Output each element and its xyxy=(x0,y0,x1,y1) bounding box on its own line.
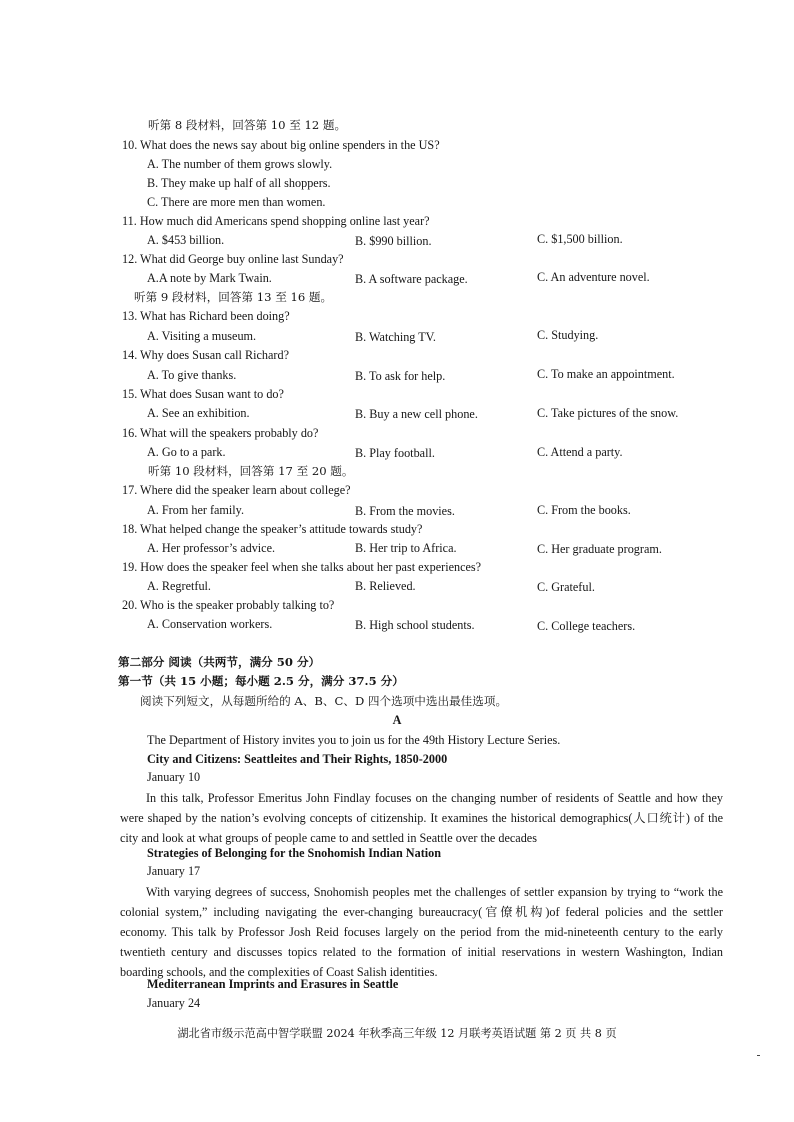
q13-stem: 13. What has Richard been doing? xyxy=(122,309,290,323)
q10-stem: 10. What does the news say about big online spenders in the US? xyxy=(122,138,440,152)
q10-option-a: A. The number of them grows slowly. xyxy=(147,157,333,171)
q11-option-c: C. $1,500 billion. xyxy=(537,232,623,246)
q17-option-c: C. From the books. xyxy=(537,503,631,517)
q10-option-b: B. They make up half of all shoppers. xyxy=(147,176,331,190)
q13-option-b: B. Watching TV. xyxy=(355,330,436,344)
passage-letter: A xyxy=(392,713,402,727)
listening-intro-8: 听第 8 段材料，回答第 10 至 12 题。 xyxy=(148,118,347,132)
page-footer: 湖北省市级示范高中智学联盟 2024 年秋季高三年级 12 月联考英语试题 第 2 页 共 8 页 xyxy=(177,1027,617,1040)
reading-instruction: 阅读下列短文，从每题所给的 A、B、C、D 四个选项中选出最佳选项。 xyxy=(140,694,508,708)
q18-stem: 18. What helped change the speaker’s attitude towards study? xyxy=(122,522,423,536)
lecture-title-2: Strategies of Belonging for the Snohomish Indian Nation xyxy=(147,846,442,860)
section1-heading: 第一节（共 15 小题；每小题 2.5 分，满分 37.5 分） xyxy=(118,674,404,688)
lecture-description-2: With varying degrees of success, Snohomish peoples met the challenges of settler expansion by trying to “work the colonial system,” including navigating the ever-changing bureaucracy(官僚机构)of federal policies and the settler economy. This talk by Professor Josh Reid focuses largely on the period from the mid-nineteenth century to the early twentieth century and discusses topics related to the formation of initial reservations in western Washington, Indian boarding schools, and the complexities of Coast Salish identities. xyxy=(120,885,723,979)
q13-option-a: A. Visiting a museum. xyxy=(147,329,257,343)
q20-option-b: B. High school students. xyxy=(355,618,475,632)
q18-option-b: B. Her trip to Africa. xyxy=(355,541,457,555)
q15-option-b: B. Buy a new cell phone. xyxy=(355,407,478,421)
q17-stem: 17. Where did the speaker learn about college? xyxy=(122,483,351,497)
q16-option-b: B. Play football. xyxy=(355,446,435,460)
q14-option-b: B. To ask for help. xyxy=(355,369,446,383)
q14-stem: 14. Why does Susan call Richard? xyxy=(122,348,289,362)
q13-option-c: C. Studying. xyxy=(537,328,599,342)
q11-option-a: A. $453 billion. xyxy=(147,233,225,247)
scan-mark xyxy=(757,1055,760,1056)
q18-option-c: C. Her graduate program. xyxy=(537,542,662,556)
part2-heading: 第二部分 阅读（共两节，满分 50 分） xyxy=(118,655,321,669)
q17-option-a: A. From her family. xyxy=(147,503,245,517)
lecture-title-1: City and Citizens: Seattleites and Their Rights, 1850-2000 xyxy=(147,752,448,766)
lecture-date-1: January 10 xyxy=(147,770,201,784)
q11-stem: 11. How much did Americans spend shopping online last year? xyxy=(122,214,430,228)
q19-option-c: C. Grateful. xyxy=(537,580,595,594)
q11-option-b: B. $990 billion. xyxy=(355,234,432,248)
q14-option-c: C. To make an appointment. xyxy=(537,367,675,381)
listening-intro-10: 听第 10 段材料，回答第 17 至 20 题。 xyxy=(148,464,354,478)
q14-option-a: A. To give thanks. xyxy=(147,368,237,382)
q12-option-b: B. A software package. xyxy=(355,272,468,286)
q18-option-a: A. Her professor’s advice. xyxy=(147,541,276,555)
q12-stem: 12. What did George buy online last Sunday? xyxy=(122,252,344,266)
q19-option-a: A. Regretful. xyxy=(147,579,211,593)
q12-option-a: A.A note by Mark Twain. xyxy=(147,271,272,285)
q20-option-a: A. Conservation workers. xyxy=(147,617,273,631)
q12-option-c: C. An adventure novel. xyxy=(537,270,650,284)
q19-option-b: B. Relieved. xyxy=(355,579,416,593)
q16-option-a: A. Go to a park. xyxy=(147,445,226,459)
q20-option-c: C. College teachers. xyxy=(537,619,636,633)
listening-intro-9: 听第 9 段材料，回答第 13 至 16 题。 xyxy=(134,290,333,304)
q10-option-c: C. There are more men than women. xyxy=(147,195,326,209)
lecture-date-3: January 24 xyxy=(147,996,201,1010)
q17-option-b: B. From the movies. xyxy=(355,504,455,518)
lecture-title-3: Mediterranean Imprints and Erasures in Seattle xyxy=(147,977,399,991)
q15-option-a: A. See an exhibition. xyxy=(147,406,250,420)
q20-stem: 20. Who is the speaker probably talking to? xyxy=(122,598,335,612)
lecture-description-1: In this talk, Professor Emeritus John Findlay focuses on the changing number of residents of Seattle and how they were shaped by the nation’s evolving concepts of citizenship. It examines the historical demographics(人口统计) of the city and look at what groups of people came to and settled in Seattle over the decades xyxy=(120,791,723,845)
q16-option-c: C. Attend a party. xyxy=(537,445,623,459)
q15-option-c: C. Take pictures of the snow. xyxy=(537,406,679,420)
q15-stem: 15. What does Susan want to do? xyxy=(122,387,284,401)
passage-intro: The Department of History invites you to join us for the 49th History Lecture Series. xyxy=(147,733,561,747)
q16-stem: 16. What will the speakers probably do? xyxy=(122,426,319,440)
lecture-date-2: January 17 xyxy=(147,864,201,878)
q19-stem: 19. How does the speaker feel when she talks about her past experiences? xyxy=(122,560,482,574)
